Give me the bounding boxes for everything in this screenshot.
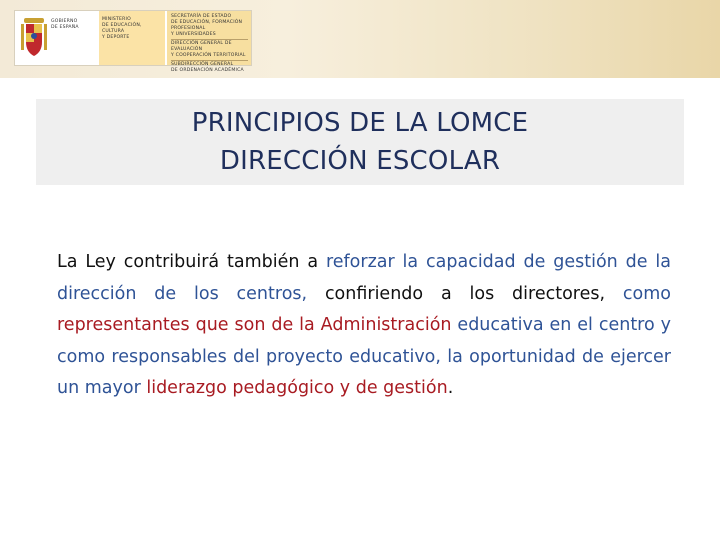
government-text [51, 19, 97, 65]
secretariat-text [167, 11, 251, 73]
body-segment: . [447, 378, 454, 399]
title-line-1: PRINCIPIOS DE LA LOMCE [191, 108, 529, 138]
secretariat-line: SUBDIRECCIÓN GENERAL [171, 62, 234, 67]
divider [171, 60, 248, 61]
title-line-2: DIRECCIÓN ESCOLAR [219, 146, 501, 176]
government-logo [14, 10, 252, 73]
body-segment-highlight: reforzar la capacidad de gestión de la dirección de los centros, [57, 252, 671, 304]
body-segment-highlight: educativa en el centro y como responsables del proyecto educativo, la oportunidad de ejercer un mayor [57, 315, 671, 399]
secretariat-line: SECRETARÍA DE ESTADO [171, 14, 232, 19]
secretariat-line: Y COOPERACIÓN TERRITORIAL [171, 53, 246, 58]
body-segment-emphasis: representantes que son de la Administración [57, 315, 452, 336]
header-band [0, 0, 720, 78]
divider [171, 39, 248, 40]
secretariat-line: DE ORDENACIÓN ACADÉMICA [171, 68, 244, 73]
ministry-text [99, 11, 165, 65]
body-segment: La Ley contribuirá también a [57, 252, 326, 272]
body-segment: confiriendo a los directores, [307, 283, 623, 304]
secretariat-line: DIRECCIÓN GENERAL DE EVALUACIÓN [171, 41, 232, 52]
secretariat-line: Y UNIVERSIDADES [171, 32, 216, 37]
ministry-line: MINISTERIO [102, 17, 131, 22]
body-segment-highlight: como [622, 283, 671, 304]
ministry-line: Y DEPORTE [102, 35, 130, 40]
coat-of-arms-icon [20, 16, 48, 60]
body-segment-emphasis: liderazgo pedagógico y de gestión [146, 378, 448, 399]
secretariat-line: DE EDUCACIÓN, FORMACIÓN PROFESIONAL [171, 20, 243, 31]
government-line: DE ESPAÑA [51, 25, 79, 30]
slide-title [36, 99, 684, 185]
government-line: GOBIERNO [51, 19, 78, 24]
ministry-line: DE EDUCACIÓN, CULTURA [102, 23, 142, 34]
body-paragraph [57, 247, 671, 405]
